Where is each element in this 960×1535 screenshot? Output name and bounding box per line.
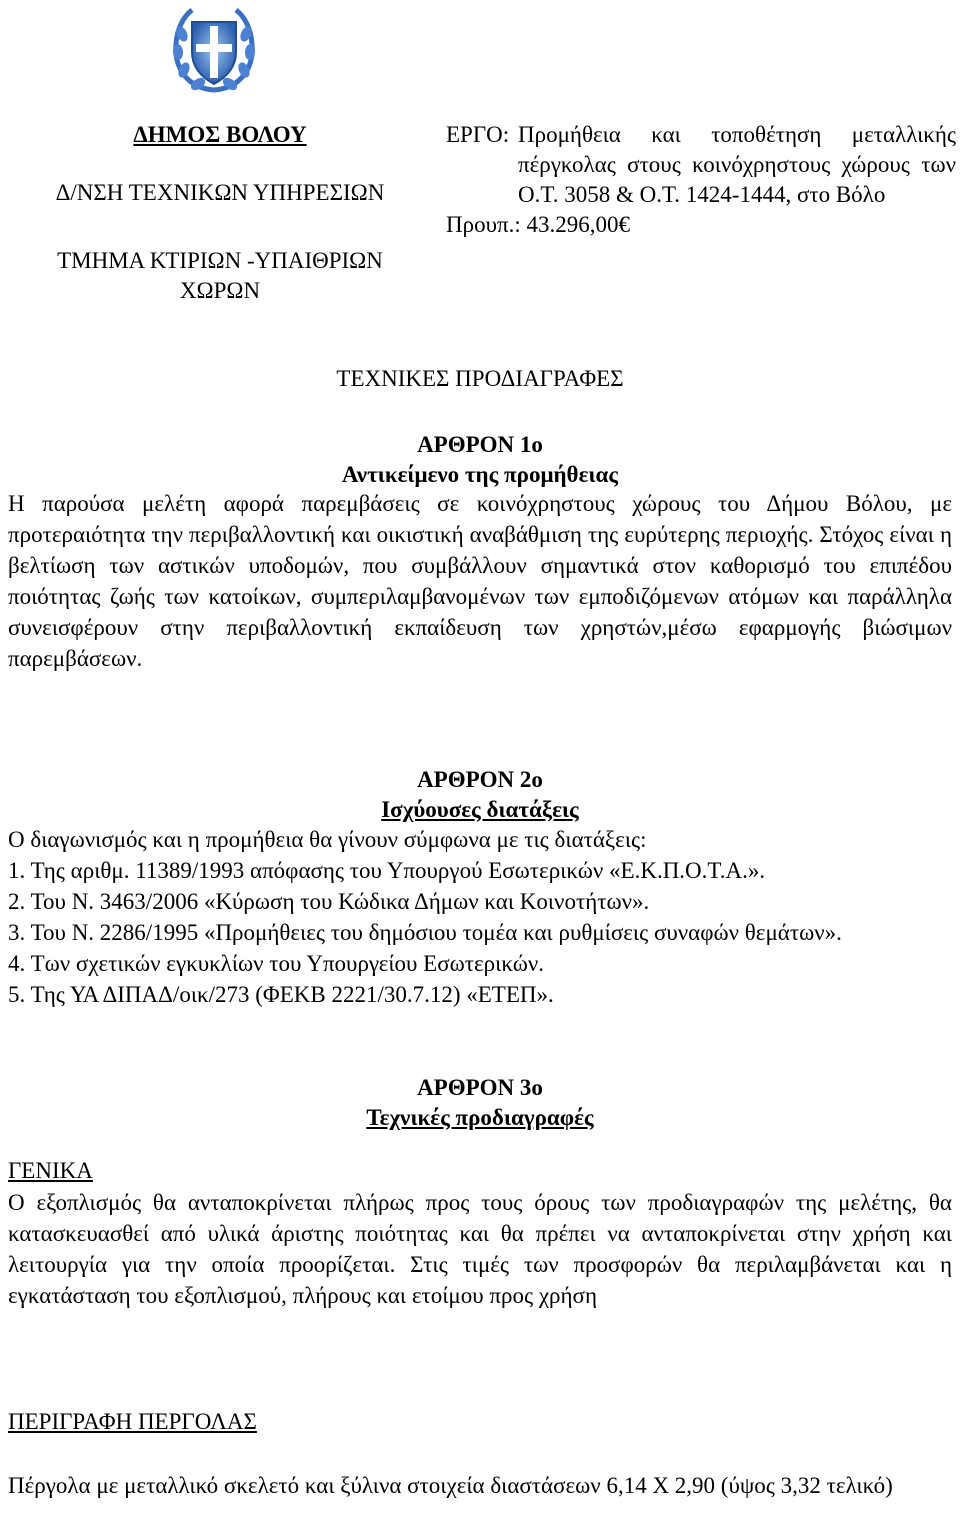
budget: Προυπ.: 43.296,00€	[446, 212, 630, 237]
general-body: Ο εξοπλισμός θα ανταποκρίνεται πλήρως προς τους όρους των προδιαγραφών της μελέτης, θα κατασκευασθεί από υλικά άριστης ποιότητας και θα πρέπει να ανταποκρίνεται στην χρήση και λειτουργία για την οποία προορίζεται. Στις τιμές των προσφορών θα περιλαμβάνεται και η εγκατάσταση του εξοπλισμού, πλήρους και ετοίμου προς χρήση	[8, 1190, 952, 1308]
article-3-subheading: Τεχνικές προδιαγραφές	[366, 1105, 594, 1130]
project-info	[446, 120, 956, 240]
provision-item: 2. Του Ν. 3463/2006 «Κύρωση του Κώδικα Δήμων και Κοινοτήτων».	[8, 889, 650, 914]
provision-item: 1. Της αριθμ. 11389/1993 απόφασης του Υπουργού Εσωτερικών «Ε.Κ.Π.Ο.Τ.Α.».	[8, 858, 766, 883]
provision-item: 4. Των σχετικών εγκυκλίων του Υπουργείου Εσωτερικών.	[8, 951, 545, 976]
document-title: ΤΕΧΝΙΚΕΣ ΠΡΟΔΙΑΓΡΑΦΕΣ	[336, 366, 624, 391]
project-label: ΕΡΓΟ:	[446, 122, 510, 147]
article-1-subheading: Αντικείμενο της προμήθειας	[341, 462, 619, 487]
article-2-heading: ΑΡΘΡΟΝ 2ο	[417, 767, 543, 792]
article-1-body: Η παρούσα μελέτη αφορά παρεμβάσεις σε κοινόχρηστους χώρους του Δήμου Βόλου, με προτεραιότητα την περιβαλλοντική και οικιστική αναβάθμιση της ευρύτερης περιοχής. Στόχος είναι η βελτίωση των αστικών υποδομών, που συμβάλλουν σημαντικά στον καθορισμό του επιπέδου ποιότητας ζωής των κατοίκων, συμπεριλαμβανομένων των εμποδιζόμενων ατόμων και παράλληλα συνεισφέρουν στην περιβαλλοντική εκπαίδευση των χρηστών,μέσω εφαρμογής βιώσιμων παρεμβάσεων.	[8, 491, 952, 671]
article-3-heading: ΑΡΘΡΟΝ 3ο	[417, 1075, 543, 1100]
article-1-heading: ΑΡΘΡΟΝ 1ο	[417, 432, 543, 457]
provisions-intro: Ο διαγωνισμός και η προμήθεια θα γίνουν σύμφωνα με τις διατάξεις:	[8, 827, 647, 852]
project-description: Προμήθεια και τοποθέτηση μεταλλικής πέργκολας στους κοινόχρηστους χώρους των Ο.Τ. 3058 & Ο.Τ. 1424-1444, στο Βόλο	[518, 122, 956, 207]
project-row	[446, 120, 956, 210]
provision-item: 3. Του Ν. 2286/1995 «Προμήθειες του δημόσιου τομέα και ρυθμίσεις συναφών θεμάτων».	[8, 920, 842, 945]
article-2-subheading: Ισχύουσες διατάξεις	[381, 797, 579, 822]
department-name-line2: ΧΩΡΩΝ	[179, 278, 261, 303]
article-2-provisions	[8, 824, 952, 1010]
pergola-heading: ΠΕΡΙΓΡΑΦΗ ΠΕΡΓΟΛΑΣ	[8, 1409, 257, 1434]
provision-item: 5. Της ΥΑ ΔΙΠΑΔ/οικ/273 (ΦΕΚΒ 2221/30.7.12) «ΕΤΕΠ».	[8, 982, 554, 1007]
hellenic-republic-emblem-icon	[168, 4, 260, 96]
department-name-line1: ΤΜΗΜΑ ΚΤΙΡΙΩΝ -ΥΠΑΙΘΡΙΩΝ	[57, 248, 383, 273]
general-heading: ΓΕΝΙΚΑ	[8, 1158, 93, 1183]
municipality-name: ΔΗΜΟΣ ΒΟΛΟΥ	[133, 122, 307, 147]
directorate-name: Δ/ΝΣΗ ΤΕΧΝΙΚΩΝ ΥΠΗΡΕΣΙΩΝ	[55, 180, 385, 205]
pergola-body: Πέργολα με μεταλλικό σκελετό και ξύλινα στοιχεία διαστάσεων 6,14 Χ 2,90 (ύψος 3,32 τελικό)	[8, 1473, 893, 1498]
